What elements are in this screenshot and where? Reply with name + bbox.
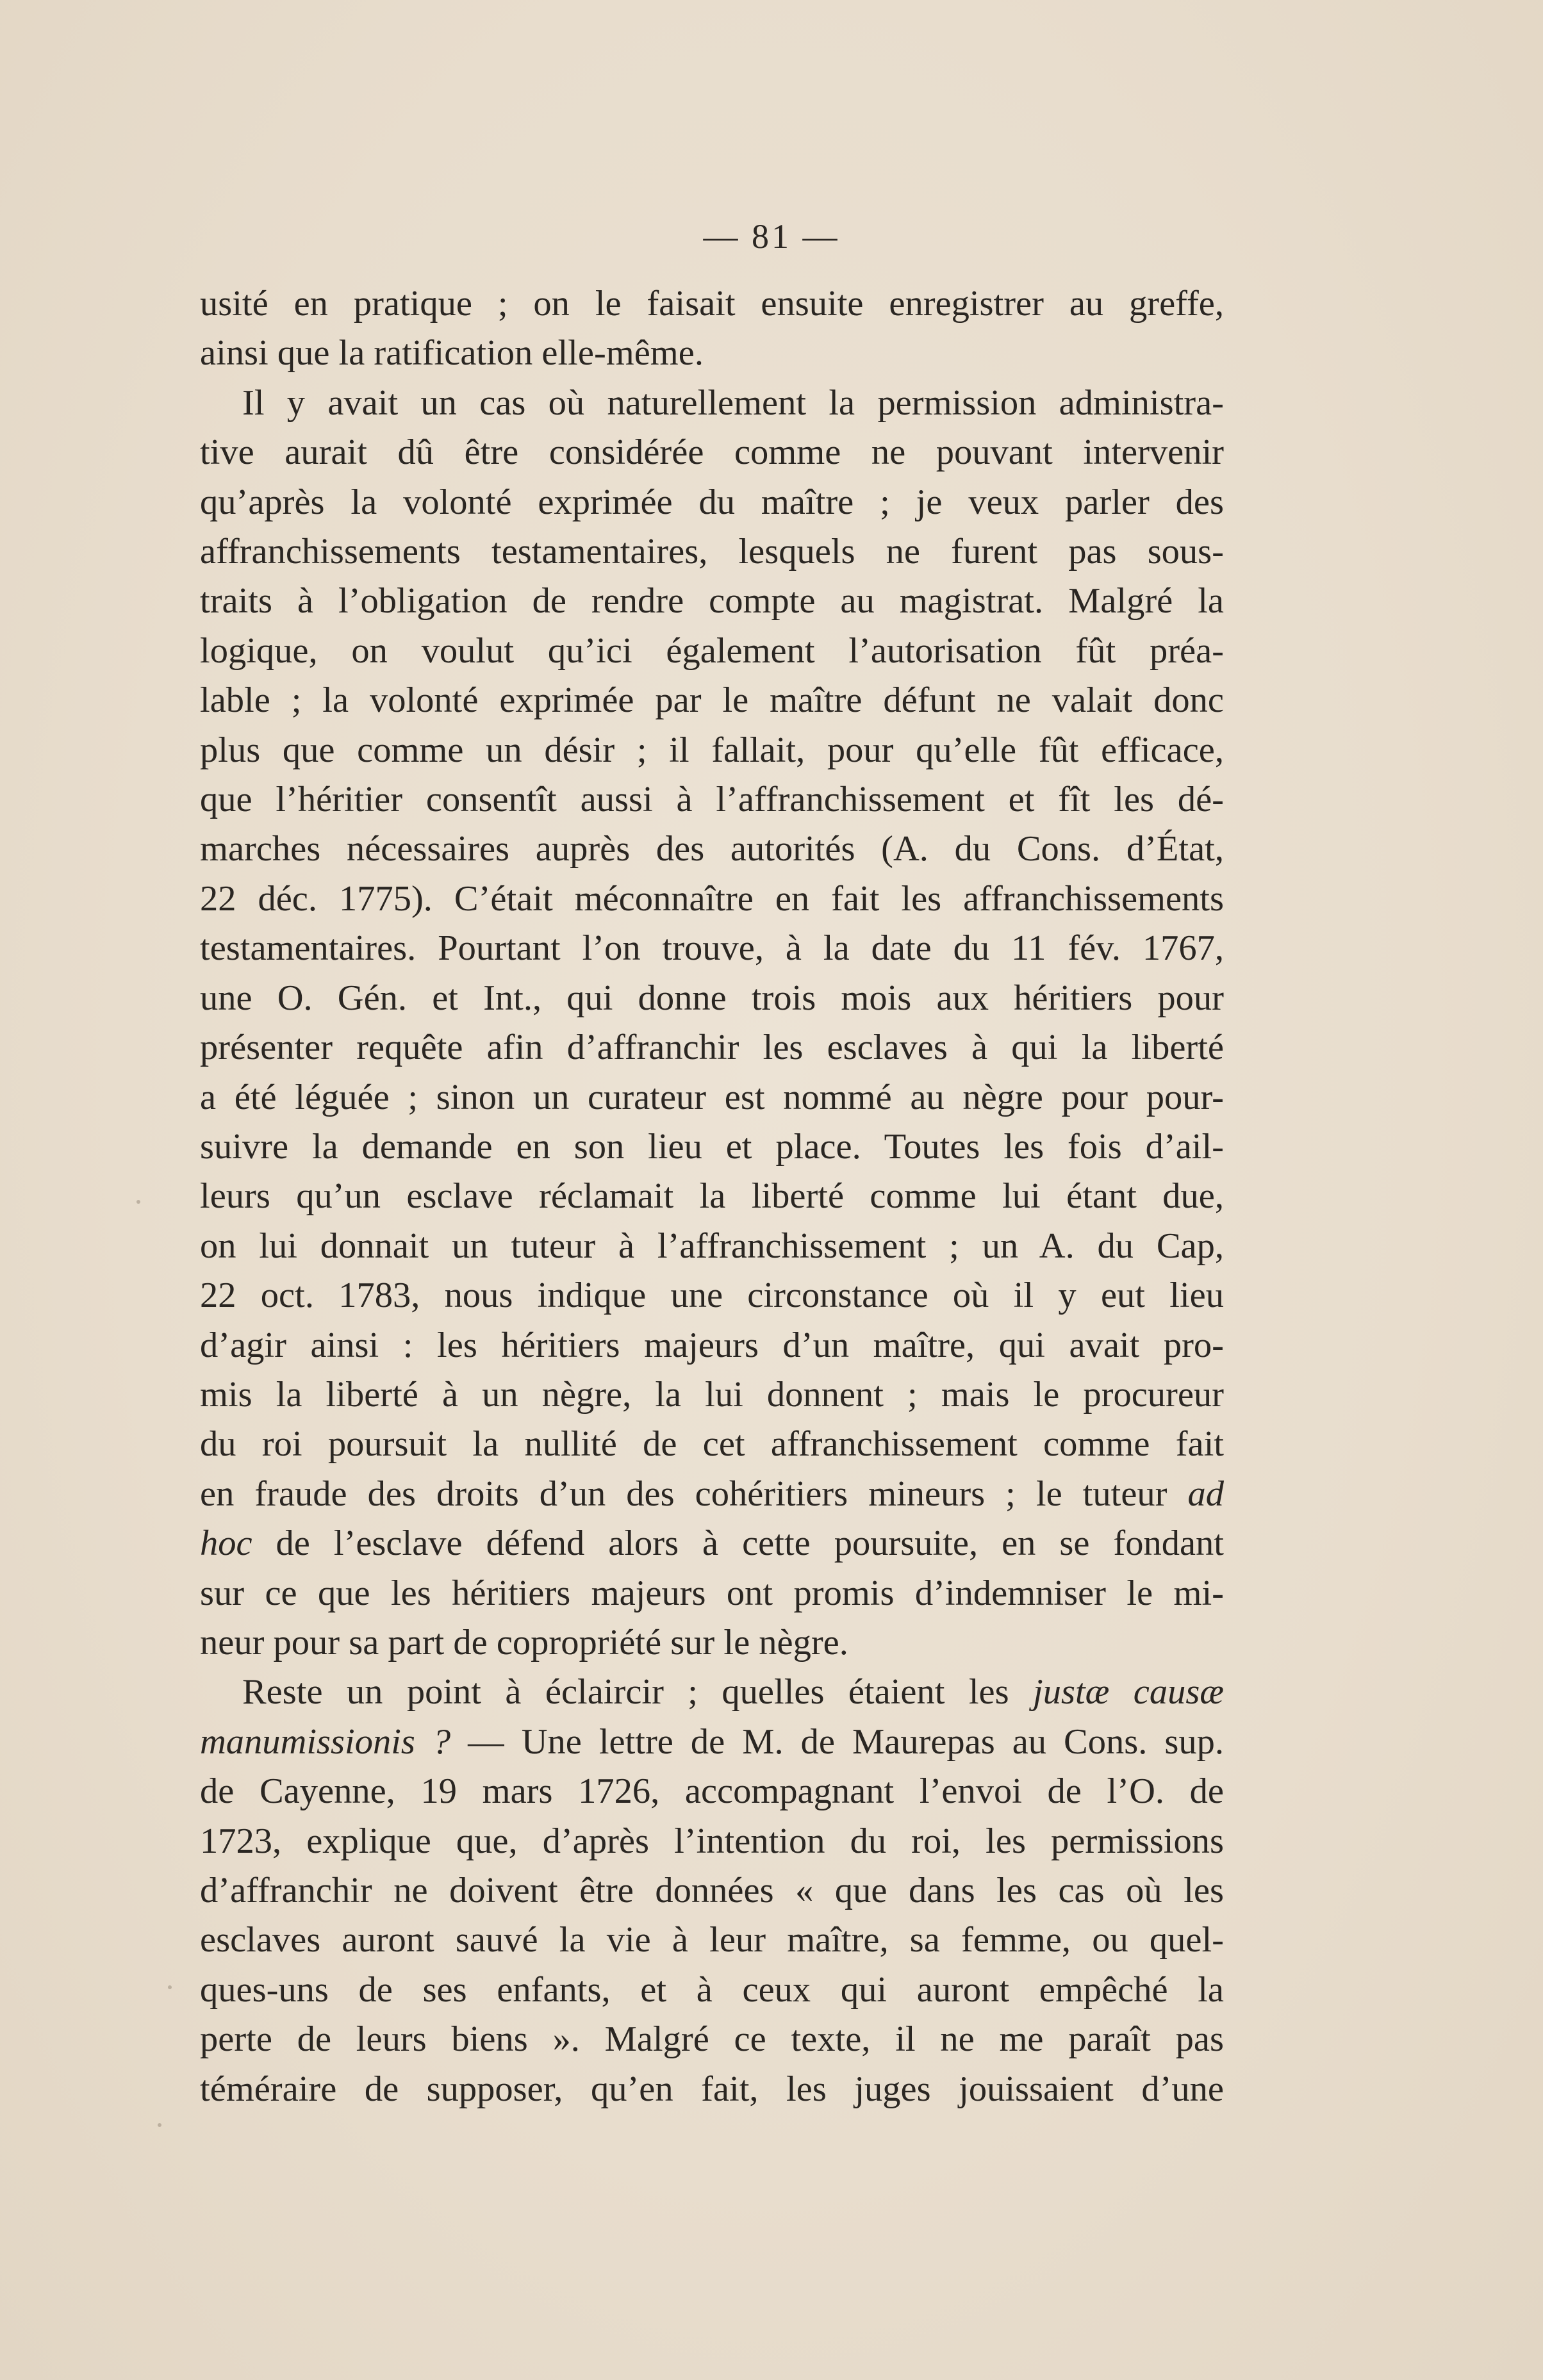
text-line: [200, 676, 1224, 725]
text-line: [200, 2065, 1224, 2114]
text-line: [200, 1073, 1224, 1122]
line-text: Il y avait un cas où naturellement la permission administra-: [242, 382, 1224, 423]
line-text: du roi poursuit la nullité de cet affranchissement comme fait: [200, 1424, 1224, 1465]
line-text: une O. Gén. et Int., qui donne trois mois aux héritiers pour: [200, 978, 1224, 1018]
line-text: 22 déc. 1775). C’était méconnaître en fait les affranchissements: [200, 878, 1224, 919]
line-text: téméraire de supposer, qu’en fait, les juges jouissaient d’une: [200, 2069, 1224, 2109]
paper-speck: [136, 1200, 140, 1204]
italic-latin-phrase: hoc: [200, 1523, 252, 1564]
text-line: [200, 1966, 1224, 2015]
line-text: 1723, explique que, d’après l’intention du roi, les permissions: [200, 1821, 1224, 1861]
text-line: [200, 1023, 1224, 1072]
text-line: [200, 1122, 1224, 1172]
line-text: 22 oct. 1783, nous indique une circonstance où il y eut lieu: [200, 1276, 1224, 1316]
text-line: [200, 825, 1224, 874]
line-text: de Cayenne, 19 mars 1726, accompagnant l’envoi de l’O. de: [200, 1771, 1224, 1812]
line-text: esclaves auront sauvé la vie à leur maître, sa femme, ou quel-: [200, 1920, 1224, 1960]
line-text: Reste un point à éclaircir ; quelles étaient les: [242, 1672, 1034, 1712]
line-text: perte de leurs biens ». Malgré ce texte, il ne me paraît pas: [200, 2019, 1224, 2060]
line-text: affranchissements testamentaires, lesquels ne furent pas sous-: [200, 532, 1224, 572]
line-text: — Une lettre de M. de Maurepas au Cons. sup.: [450, 1721, 1224, 1762]
line-text: ainsi que la ratification elle-même.: [200, 333, 704, 373]
text-line: [200, 527, 1224, 577]
line-text: lable ; la volonté exprimée par le maître défunt ne valait donc: [200, 680, 1224, 721]
text-line: [200, 924, 1224, 973]
text-line: [200, 775, 1224, 825]
line-text: logique, on voulut qu’ici également l’autorisation fût préa-: [200, 630, 1224, 671]
line-text: marches nécessaires auprès des autorités (A. du Cons. d’État,: [200, 829, 1224, 869]
text-line: [200, 1519, 1224, 1568]
line-text: mis la liberté à un nègre, la lui donnent ; mais le procureur: [200, 1374, 1224, 1415]
line-text: tive aurait dû être considérée comme ne pouvant intervenir: [200, 432, 1224, 473]
italic-latin-phrase: justæ causæ: [1033, 1672, 1224, 1712]
text-line: [200, 428, 1224, 477]
text-line: [200, 379, 1224, 428]
line-text: sur ce que les héritiers majeurs ont promis d’indemniser le mi-: [200, 1573, 1224, 1613]
line-text: en fraude des droits d’un des cohéritiers mineurs ; le tuteur: [200, 1473, 1188, 1514]
text-line: [200, 1222, 1224, 1271]
text-line: [200, 2015, 1224, 2064]
text-line: [200, 1271, 1224, 1320]
text-line: [200, 974, 1224, 1023]
line-text: neur pour sa part de copropriété sur le nègre.: [200, 1622, 848, 1662]
page-number: — 81 —: [703, 217, 840, 256]
text-line: [200, 726, 1224, 775]
text-line: [200, 1420, 1224, 1469]
text-line: [200, 1817, 1224, 1866]
line-text: usité en pratique ; on le faisait ensuite enregistrer au greffe,: [200, 284, 1224, 324]
text-line: [200, 874, 1224, 924]
text-line: [200, 1470, 1224, 1519]
line-text: a été léguée ; sinon un curateur est nommé au nègre pour pour-: [200, 1077, 1224, 1117]
text-line: [200, 1916, 1224, 1965]
text-line: [200, 1172, 1224, 1221]
text-line: [200, 1668, 1224, 1717]
line-text: que l’héritier consentît aussi à l’affranchissement et fît les dé-: [200, 780, 1224, 820]
line-text: leurs qu’un esclave réclamait la liberté comme lui étant due,: [200, 1176, 1224, 1217]
line-text: de l’esclave défend alors à cette poursuite, en se fondant: [252, 1523, 1224, 1564]
line-text: testamentaires. Pourtant l’on trouve, à la date du 11 fév. 1767,: [200, 928, 1224, 969]
text-line: [200, 1718, 1224, 1767]
line-text: présenter requête afin d’affranchir les esclaves à qui la liberté: [200, 1028, 1224, 1068]
text-line: [200, 1321, 1224, 1370]
line-text: on lui donnait un tuteur à l’affranchissement ; un A. du Cap,: [200, 1226, 1224, 1266]
text-line: [200, 1569, 1224, 1618]
text-line: [200, 627, 1224, 676]
text-line: [200, 1866, 1224, 1916]
line-text: plus que comme un désir ; il fallait, pour qu’elle fût efficace,: [200, 730, 1224, 770]
text-line: [200, 1618, 1224, 1668]
italic-latin-phrase: manumissionis ?: [200, 1721, 451, 1762]
paper-speck: [158, 2123, 161, 2127]
text-line: [200, 329, 1224, 378]
paper-speck: [168, 1985, 172, 1989]
italic-latin-phrase: ad: [1187, 1473, 1224, 1514]
body-text: [200, 279, 1224, 2114]
text-line: [200, 279, 1224, 329]
line-text: ques-uns de ses enfants, et à ceux qui auront empêché la: [200, 1969, 1224, 2010]
line-text: d’affranchir ne doivent être données « que dans les cas où les: [200, 1871, 1224, 1910]
line-text: d’agir ainsi : les héritiers majeurs d’un maître, qui avait pro-: [200, 1325, 1224, 1365]
text-line: [200, 478, 1224, 527]
text-line: [200, 1767, 1224, 1816]
line-text: traits à l’obligation de rendre compte au magistrat. Malgré la: [200, 581, 1224, 621]
text-line: [200, 577, 1224, 626]
line-text: qu’après la volonté exprimée du maître ; je veux parler des: [200, 482, 1224, 522]
line-text: suivre la demande en son lieu et place. Toutes les fois d’ail-: [200, 1126, 1224, 1167]
text-line: [200, 1370, 1224, 1420]
